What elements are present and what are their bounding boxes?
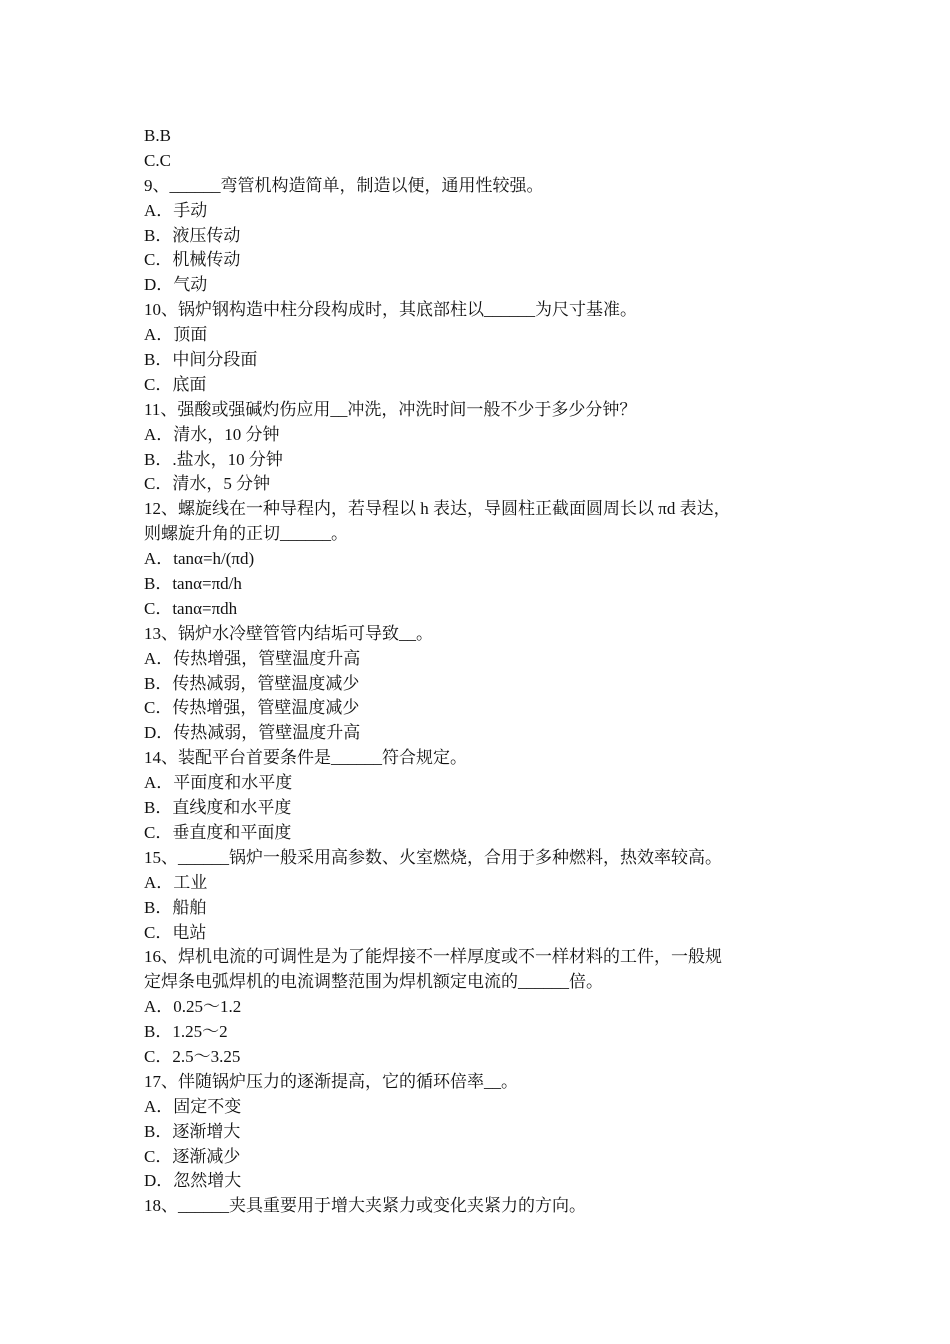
question-16-continued: 定焊条电弧焊机的电流调整范围为焊机额定电流的______倍。 bbox=[144, 972, 603, 992]
option-line: C．传热增强，管壁温度减少 bbox=[144, 698, 360, 718]
option-line: B．中间分段面 bbox=[144, 350, 258, 370]
question-9: 9、______弯管机构造简单，制造以便，通用性较强。 bbox=[144, 175, 544, 195]
option-line: C．机械传动 bbox=[144, 250, 241, 270]
option-line: B．1.25～2 bbox=[144, 1022, 228, 1042]
option-line: B．直线度和水平度 bbox=[144, 798, 292, 818]
option-line: D．忽然增大 bbox=[144, 1171, 242, 1191]
option-line: B.B bbox=[144, 126, 171, 145]
question-18: 18、______夹具重要用于增大夹紧力或变化夹紧力的方向。 bbox=[144, 1196, 586, 1216]
question-12-continued: 则螺旋升角的正切______。 bbox=[144, 524, 348, 544]
option-line: A．0.25～1.2 bbox=[144, 997, 242, 1017]
question-text-block bbox=[144, 124, 814, 1219]
option-line: C．底面 bbox=[144, 374, 207, 394]
option-line: B．液压传动 bbox=[144, 225, 241, 245]
question-10: 10、锅炉钢构造中柱分段构成时，其底部柱以______为尺寸基准。 bbox=[144, 300, 637, 320]
option-line: A．tanα=h/(πd) bbox=[144, 549, 255, 569]
option-line: B．传热减弱，管壁温度减少 bbox=[144, 673, 360, 693]
option-line: A．工业 bbox=[144, 872, 208, 892]
question-11: 11、强酸或强碱灼伤应用__冲洗，冲洗时间一般不少于多少分钟？ bbox=[144, 399, 637, 419]
question-16: 16、焊机电流的可调性是为了能焊接不一样厚度或不一样材料的工件，一般规 bbox=[144, 947, 722, 967]
option-line: A．顶面 bbox=[144, 325, 208, 345]
option-line: A．手动 bbox=[144, 200, 208, 220]
option-line: C．电站 bbox=[144, 922, 207, 942]
option-line: C．逐渐减少 bbox=[144, 1146, 241, 1166]
question-13: 13、锅炉水冷壁管管内结垢可导致__。 bbox=[144, 623, 433, 643]
option-line: B．逐渐增大 bbox=[144, 1121, 241, 1141]
option-line: C．垂直度和平面度 bbox=[144, 822, 292, 842]
question-12: 12、螺旋线在一种导程内，若导程以 h 表达，导圆柱正截面圆周长以 πd 表达， bbox=[144, 499, 731, 519]
option-line: D．传热减弱，管壁温度升高 bbox=[144, 723, 361, 743]
option-line: A．固定不变 bbox=[144, 1096, 242, 1116]
option-line: C．tanα=πdh bbox=[144, 598, 238, 618]
option-line: D．气动 bbox=[144, 275, 208, 295]
option-line: C．2.5～3.25 bbox=[144, 1046, 241, 1066]
question-17: 17、伴随锅炉压力的逐渐提高，它的循环倍率__。 bbox=[144, 1071, 518, 1091]
option-line: A．传热增强，管壁温度升高 bbox=[144, 648, 361, 668]
option-line: A．平面度和水平度 bbox=[144, 773, 293, 793]
option-line: C．清水，5 分钟 bbox=[144, 474, 271, 494]
question-14: 14、装配平台首要条件是______符合规定。 bbox=[144, 748, 467, 768]
option-line: B．船舶 bbox=[144, 897, 207, 917]
option-line: A．清水，10 分钟 bbox=[144, 424, 280, 444]
question-15: 15、______锅炉一般采用高参数、火室燃烧，合用于多种燃料，热效率较高。 bbox=[144, 847, 722, 867]
option-line: C.C bbox=[144, 150, 171, 170]
option-line: B．.盐水，10 分钟 bbox=[144, 449, 283, 469]
option-line: B．tanα=πd/h bbox=[144, 574, 242, 594]
